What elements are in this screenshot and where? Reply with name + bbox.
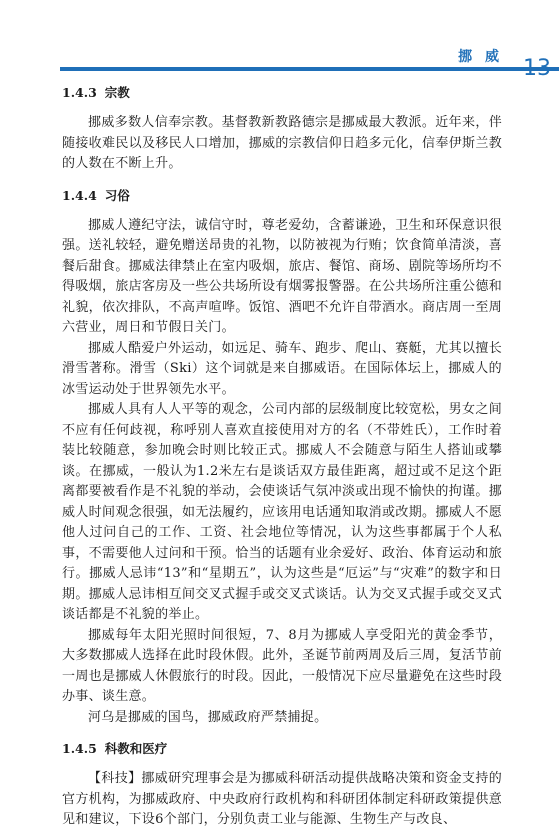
paragraph: 挪威人具有人人平等的观念，公司内部的层级制度比较宽松，男女之间不应有任何歧视，称呼别人喜欢直接使用对方的名（不带姓氏），工作时着装比较随意，参加晚会时则比较正式。挪威人不会随意与陌生人搭讪或攀谈。在挪威，一般认为1.2米左右是谈话双方最佳距离，超过或不足这个距离都要被看作是不礼貌的举动，会使谈话气氛冲淡或出现不愉快的拘谨。挪威人时间观念很强，如无法履约，应该用电话通知取消或改期。挪威人不愿他人过问自己的工作、工资、社会地位等情况，认为这些事都属于个人私事，不需要他人过问和干预。恰当的话题有业余爱好、政治、体育运动和旅行。挪威人忌讳“13”和“星期五”，认为这些是“厄运”与“灾难”的数字和日期。挪威人忌讳相互间交叉式握手或交叉式谈话。认为交叉式握手或交叉式谈话都是不礼貌的举止。: [62, 402, 502, 622]
section-heading-science-education-health: [62, 740, 502, 758]
page-body: [62, 84, 502, 831]
paragraph: 挪威每年太阳光照时间很短，7、8月为挪威人享受阳光的黄金季节，大多数挪威人选择在此时段休假。此外，圣诞节前两周及后三周，复活节前一周也是挪威人休假旅行的时段。因此，一般情况下应尽量避免在这些时段办事、谈生意。: [62, 627, 502, 704]
section-heading-customs: [62, 187, 502, 205]
paragraph: 挪威人酷爱户外运动，如远足、骑车、跑步、爬山、赛艇，尤其以擅长滑雪著称。滑雪（Ski）这个词就是来自挪威语。在国际体坛上，挪威人的冰雪运动处于世界领先水平。: [62, 340, 502, 397]
paragraph: 挪威人遵纪守法，诚信守时，尊老爱幼，含蓄谦逊，卫生和环保意识很强。送礼较轻，避免赠送昂贵的礼物，以防被视为行贿；饮食简单清淡，喜餐后甜食。挪威法律禁止在室内吸烟，旅店、餐馆、商场、剧院等场所均不得吸烟，旅店客房及一些公共场所设有烟雾报警器。在公共场所注重公德和礼貌，依次排队，不高声喧哗。饭馆、酒吧不允许自带酒水。商店周一至周六营业，周日和节假日关门。: [62, 217, 502, 335]
paragraph: 【科技】挪威研究理事会是为挪威科研活动提供战略决策和资金支持的官方机构，为挪威政府、中央政府行政机构和科研团体制定科研政策提供意见和建议，下设6个部门，分别负责工业与能源、生物生产与改良、: [62, 771, 502, 827]
section-title: 宗教: [104, 85, 130, 100]
page-number: 13: [523, 56, 551, 81]
paragraph: 河乌是挪威的国鸟，挪威政府严禁捕捉。: [88, 709, 328, 725]
header-rule: [60, 67, 559, 71]
section-title: 习俗: [104, 187, 130, 203]
section-number: 1.4.3: [62, 85, 97, 100]
running-header-title: 挪 威: [458, 49, 503, 65]
page-header: [0, 0, 559, 90]
section-number: 1.4.5: [62, 741, 97, 756]
section-number: 1.4.4: [62, 187, 97, 203]
paragraph: 挪威多数人信奉宗教。基督教新教路德宗是挪威最大教派。近年来，伴随接收难民以及移民人口增加，挪威的宗教信仰日趋多元化，信奉伊斯兰教的人数在不断上升。: [62, 115, 502, 171]
section-title: 科教和医疗: [104, 741, 168, 756]
section-heading-religion: [62, 84, 502, 102]
